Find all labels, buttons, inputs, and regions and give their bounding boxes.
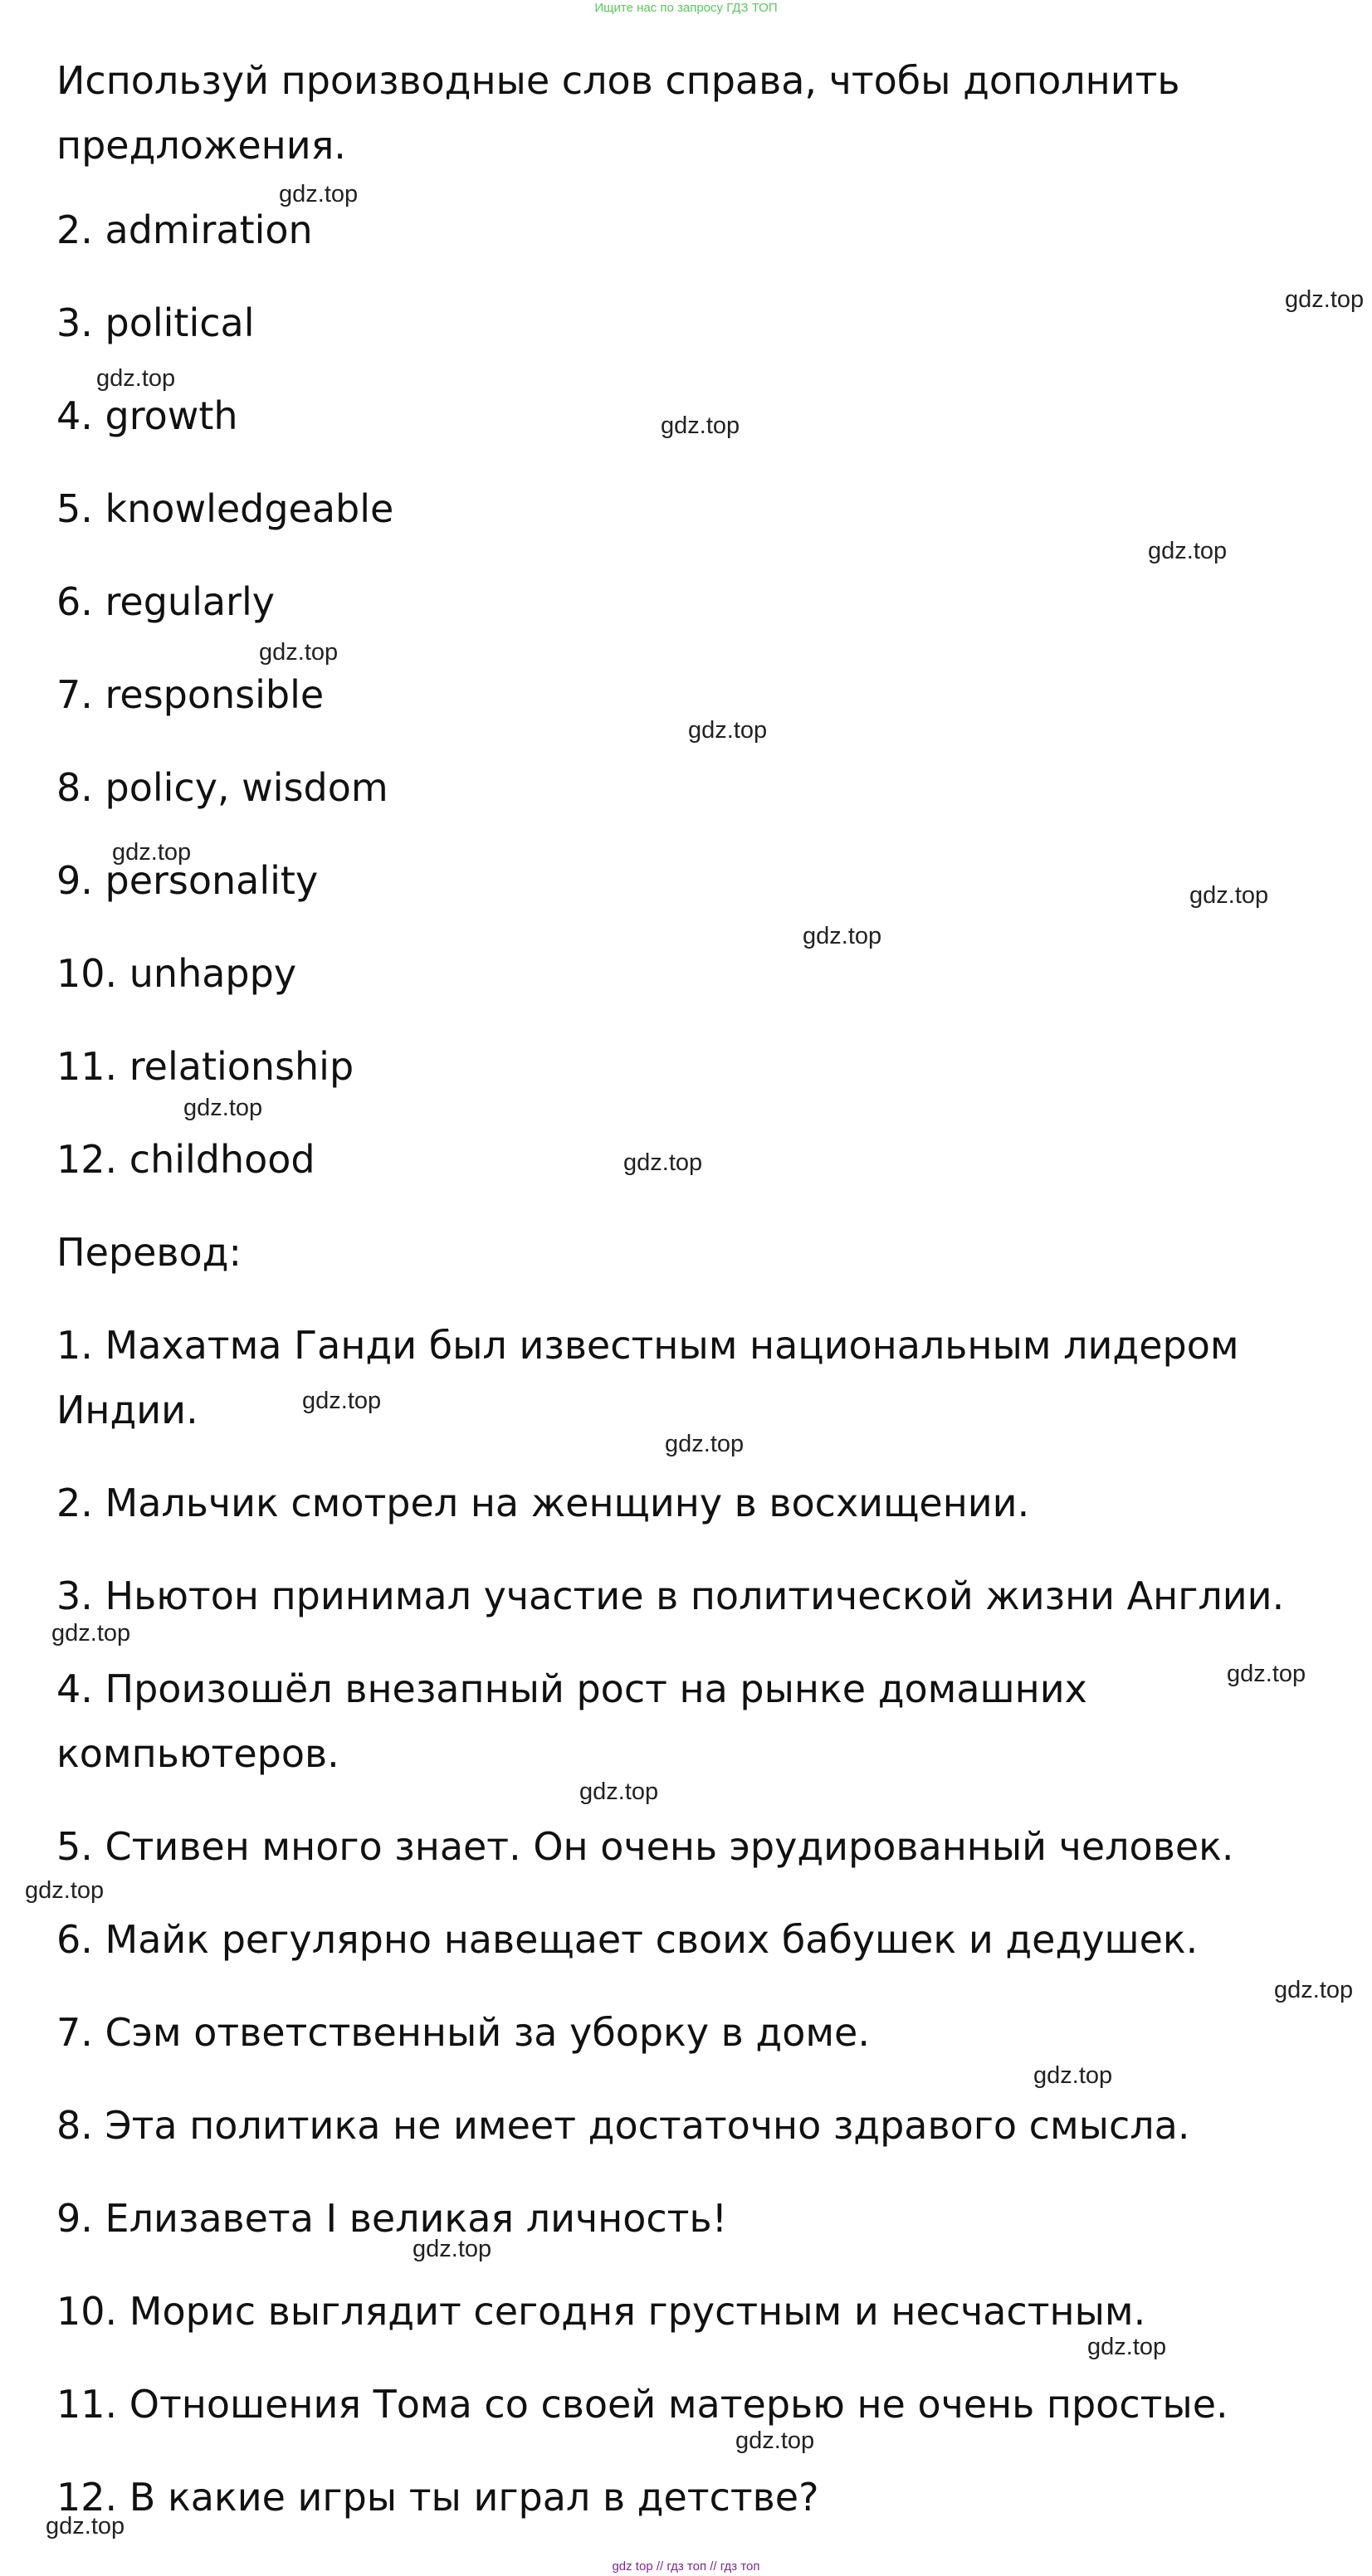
watermark: gdz.top xyxy=(1227,1661,1306,1687)
answer-11: 11. relationship xyxy=(56,1044,354,1089)
answer-3: 3. political xyxy=(56,300,255,345)
watermark: gdz.top xyxy=(302,1388,382,1414)
watermark: gdz.top xyxy=(665,1431,745,1457)
answer-6: 6. regularly xyxy=(56,579,275,624)
watermark: gdz.top xyxy=(279,181,359,207)
answer-5: 5. knowledgeable xyxy=(56,486,394,531)
watermark: gdz.top xyxy=(1087,2334,1167,2360)
watermark: gdz.top xyxy=(1189,882,1269,909)
watermark: gdz.top xyxy=(51,1620,131,1647)
top-banner: Ищите нас по запросу ГДЗ ТОП xyxy=(594,1,778,15)
watermark: gdz.top xyxy=(183,1095,263,1121)
translation-5: 5. Стивен много знает. Он очень эрудированный человек. xyxy=(56,1824,1234,1869)
translation-8: 8. Эта политика не имеет достаточно здравого смысла. xyxy=(56,2103,1190,2148)
translation-10: 10. Морис выглядит сегодня грустным и несчастным. xyxy=(56,2289,1146,2334)
watermark: gdz.top xyxy=(112,839,192,866)
watermark: gdz.top xyxy=(1285,286,1365,313)
watermark: gdz.top xyxy=(803,923,882,949)
translation-9: 9. Елизавета I великая личность! xyxy=(56,2196,728,2241)
answer-7: 7. responsible xyxy=(56,672,325,717)
watermark: gdz.top xyxy=(661,412,740,439)
watermark: gdz.top xyxy=(1148,538,1228,564)
translation-1: 1. Махатма Ганди был известным национальным лидером Индии. xyxy=(56,1323,1239,1432)
translation-12: 12. В какие игры ты играл в детстве? xyxy=(56,2475,819,2520)
answer-4: 4. growth xyxy=(56,393,238,438)
watermark: gdz.top xyxy=(735,2427,815,2454)
watermark: gdz.top xyxy=(46,2513,125,2539)
translation-4: 4. Произошёл внезапный рост на рынке домашних компьютеров. xyxy=(56,1666,1087,1776)
answer-9: 9. personality xyxy=(56,858,319,903)
translation-7: 7. Сэм ответственный за уборку в доме. xyxy=(56,2010,870,2055)
footer: gdz top // гдз топ // гдз топ xyxy=(612,2559,760,2574)
watermark: gdz.top xyxy=(413,2236,492,2262)
translation-3: 3. Ньютон принимал участие в политической жизни Англии. xyxy=(56,1573,1285,1618)
watermark: gdz.top xyxy=(623,1149,703,1176)
translation-6: 6. Майк регулярно навещает своих бабушек и дедушек. xyxy=(56,1917,1199,1962)
watermark: gdz.top xyxy=(259,639,339,666)
watermark: gdz.top xyxy=(579,1778,659,1805)
answer-8: 8. policy, wisdom xyxy=(56,765,388,810)
watermark: gdz.top xyxy=(1274,1977,1354,2003)
answer-12: 12. childhood xyxy=(56,1137,315,1182)
watermark: gdz.top xyxy=(1033,2062,1113,2089)
watermark: gdz.top xyxy=(688,717,768,744)
watermark: gdz.top xyxy=(25,1877,105,1904)
translation-11: 11. Отношения Тома со своей матерью не очень простые. xyxy=(56,2382,1228,2427)
watermark: gdz.top xyxy=(96,365,176,392)
task-text: Используй производные слов справа, чтобы дополнить предложения. xyxy=(56,58,1180,168)
answer-10: 10. unhappy xyxy=(56,951,297,996)
translation-heading: Перевод: xyxy=(56,1230,242,1275)
answer-2: 2. admiration xyxy=(56,207,313,252)
translation-2: 2. Мальчик смотрел на женщину в восхищении. xyxy=(56,1481,1030,1525)
